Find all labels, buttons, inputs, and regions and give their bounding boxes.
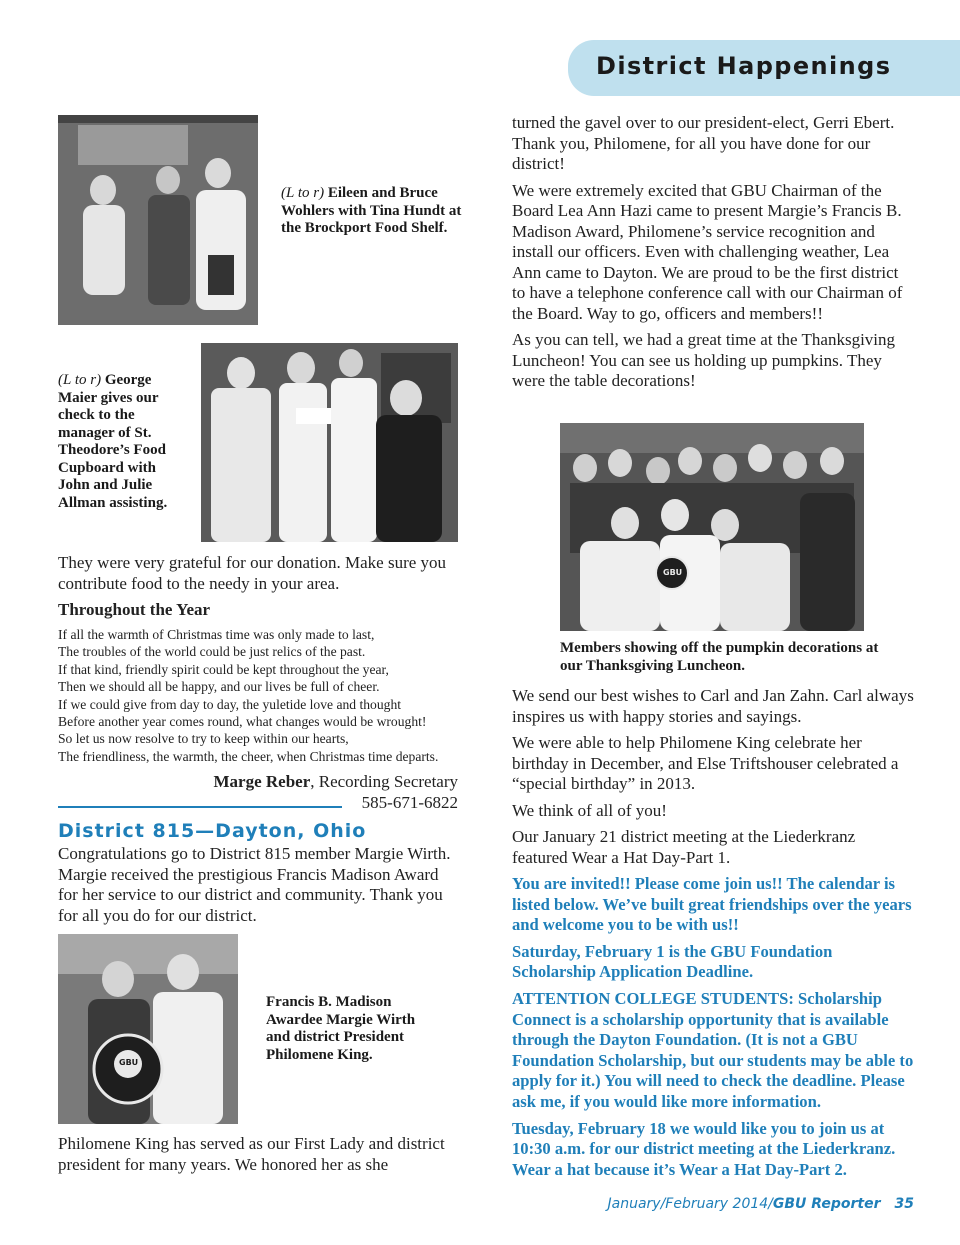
caption-photo-2 <box>58 372 183 512</box>
paragraph: Our January 21 district meeting at the Liederkranz featured Wear a Hat Day-Part 1. <box>512 827 856 867</box>
gbu-badge: GBU <box>119 1058 139 1067</box>
page-number: 35 <box>894 1196 914 1212</box>
poem-line: If we could give from day to day, the yuletide love and thought <box>58 696 402 712</box>
page-title: District Happenings <box>596 52 892 80</box>
caption-text: George Maier gives our check to the manager of St. Theodore’s Food Cupboard with John and Julie Allman assisting. <box>58 372 168 511</box>
announcement: Tuesday, February 18 we would like you to join us at 10:30 a.m. for our district meeting at the Liederkranz. Wear a hat because it’s Wear a Hat Day-Part 2. <box>512 1118 896 1179</box>
caption-text: Francis B. Madison Awardee Margie Wirth and district President Philomene King. <box>266 994 416 1063</box>
footer-publication: GBU Reporter <box>772 1196 881 1212</box>
left-column-dayton <box>58 844 460 932</box>
paragraph: As you can tell, we had a great time at the Thanksgiving Luncheon! You can see us holding up pumpkins. They were the table decorations! <box>512 330 896 390</box>
caption-photo-1 <box>281 185 471 238</box>
announcement: ATTENTION COLLEGE STUDENTS: Scholarship Connect is a scholarship opportunity that is available through the Dayton Foundation. (It is not a GBU Foundation Scholarship, but our students may be able to apply for it.) You will need to check the deadline. Please ask me, if you would like more information. <box>512 988 914 1111</box>
poem-line: The friendliness, the warmth, the cheer, when Christmas time departs. <box>58 748 439 764</box>
poem-line: If that kind, friendly spirit could be kept throughout the year, <box>58 661 389 677</box>
caption-text: Eileen and Bruce Wohlers with Tina Hundt at the Brockport Food Shelf. <box>281 185 462 236</box>
paragraph: We think of all of you! <box>512 800 667 820</box>
page-footer <box>608 1196 915 1212</box>
photo-margie-wirth <box>58 934 238 1124</box>
footer-issue: January/February 2014/ <box>607 1196 773 1212</box>
poem <box>58 626 458 765</box>
paragraph: Philomene King has served as our First Lady and district president for many years. We honored her as she <box>58 1134 445 1174</box>
signer-phone: 585-671-6822 <box>361 792 458 812</box>
announcement: Saturday, February 1 is the GBU Foundation Scholarship Application Deadline. <box>512 941 833 982</box>
poem-line: Before another year comes round, what changes would be wrought! <box>58 714 427 730</box>
section-divider <box>58 806 342 808</box>
poem-line: So let us now resolve to try to keep within our hearts, <box>58 731 349 747</box>
signer-name: Marge Reber <box>213 772 311 792</box>
paragraph: Congratulations go to District 815 member Margie Wirth. Margie received the prestigious Francis Madison Award for her service to our district and community. Thank you for all you do for our district. <box>58 844 451 925</box>
photo-thanksgiving-luncheon <box>560 423 864 631</box>
caption-photo-3 <box>560 640 880 675</box>
paragraph: We send our best wishes to Carl and Jan Zahn. Carl always inspires us with happy stories and sayings. <box>512 686 914 726</box>
caption-lead: (L to r) <box>58 372 102 388</box>
photo-st-theodores <box>201 343 458 542</box>
poem-line: The troubles of the world could be just relics of the past. <box>58 644 366 660</box>
caption-text: Members showing off the pumpkin decorations at our Thanksgiving Luncheon. <box>560 640 879 674</box>
paragraph: We were able to help Philomene King celebrate her birthday in December, and Else Triftshouser celebrated a “special birthday” in 2013. <box>512 733 899 793</box>
gbu-badge: GBU <box>663 568 683 577</box>
right-column-bottom <box>512 686 914 1186</box>
poem-line: If all the warmth of Christmas time was only made to last, <box>58 627 375 642</box>
signer-title: , Recording Secretary <box>310 772 458 792</box>
left-column-bottom <box>58 1134 460 1181</box>
photo-brockport-food-shelf <box>58 115 258 325</box>
poem-title: Throughout the Year <box>58 600 211 619</box>
signature <box>58 772 458 793</box>
poem-line: Then we should all be happy, and our lives be full of cheer. <box>58 679 380 695</box>
paragraph: They were very grateful for our donation. Make sure you contribute food to the needy in your area. <box>58 553 447 593</box>
caption-lead: (L to r) <box>281 185 325 201</box>
section-heading: District 815—Dayton, Ohio <box>58 820 367 842</box>
paragraph: turned the gavel over to our president-elect, Gerri Ebert. Thank you, Philomene, for all you have done for our district! <box>512 113 895 173</box>
announcement: You are invited!! Please come join us!! The calendar is listed below. We’ve built great friendships over the years and welcome you to be with us!! <box>512 874 912 935</box>
paragraph: We were extremely excited that GBU Chairman of the Board Lea Ann Hazi came to present Margie’s Francis B. Madison Award, Philomene’s service recognition and install our officers. Even with challenging weather, Lea Ann came to Dayton. We are proud to be the first district to have a telephone conference call with our Chairman of the Board. Way to go, officers and members!! <box>512 180 903 323</box>
caption-photo-4 <box>266 994 441 1064</box>
right-column-top <box>512 113 912 398</box>
left-column <box>58 553 458 813</box>
